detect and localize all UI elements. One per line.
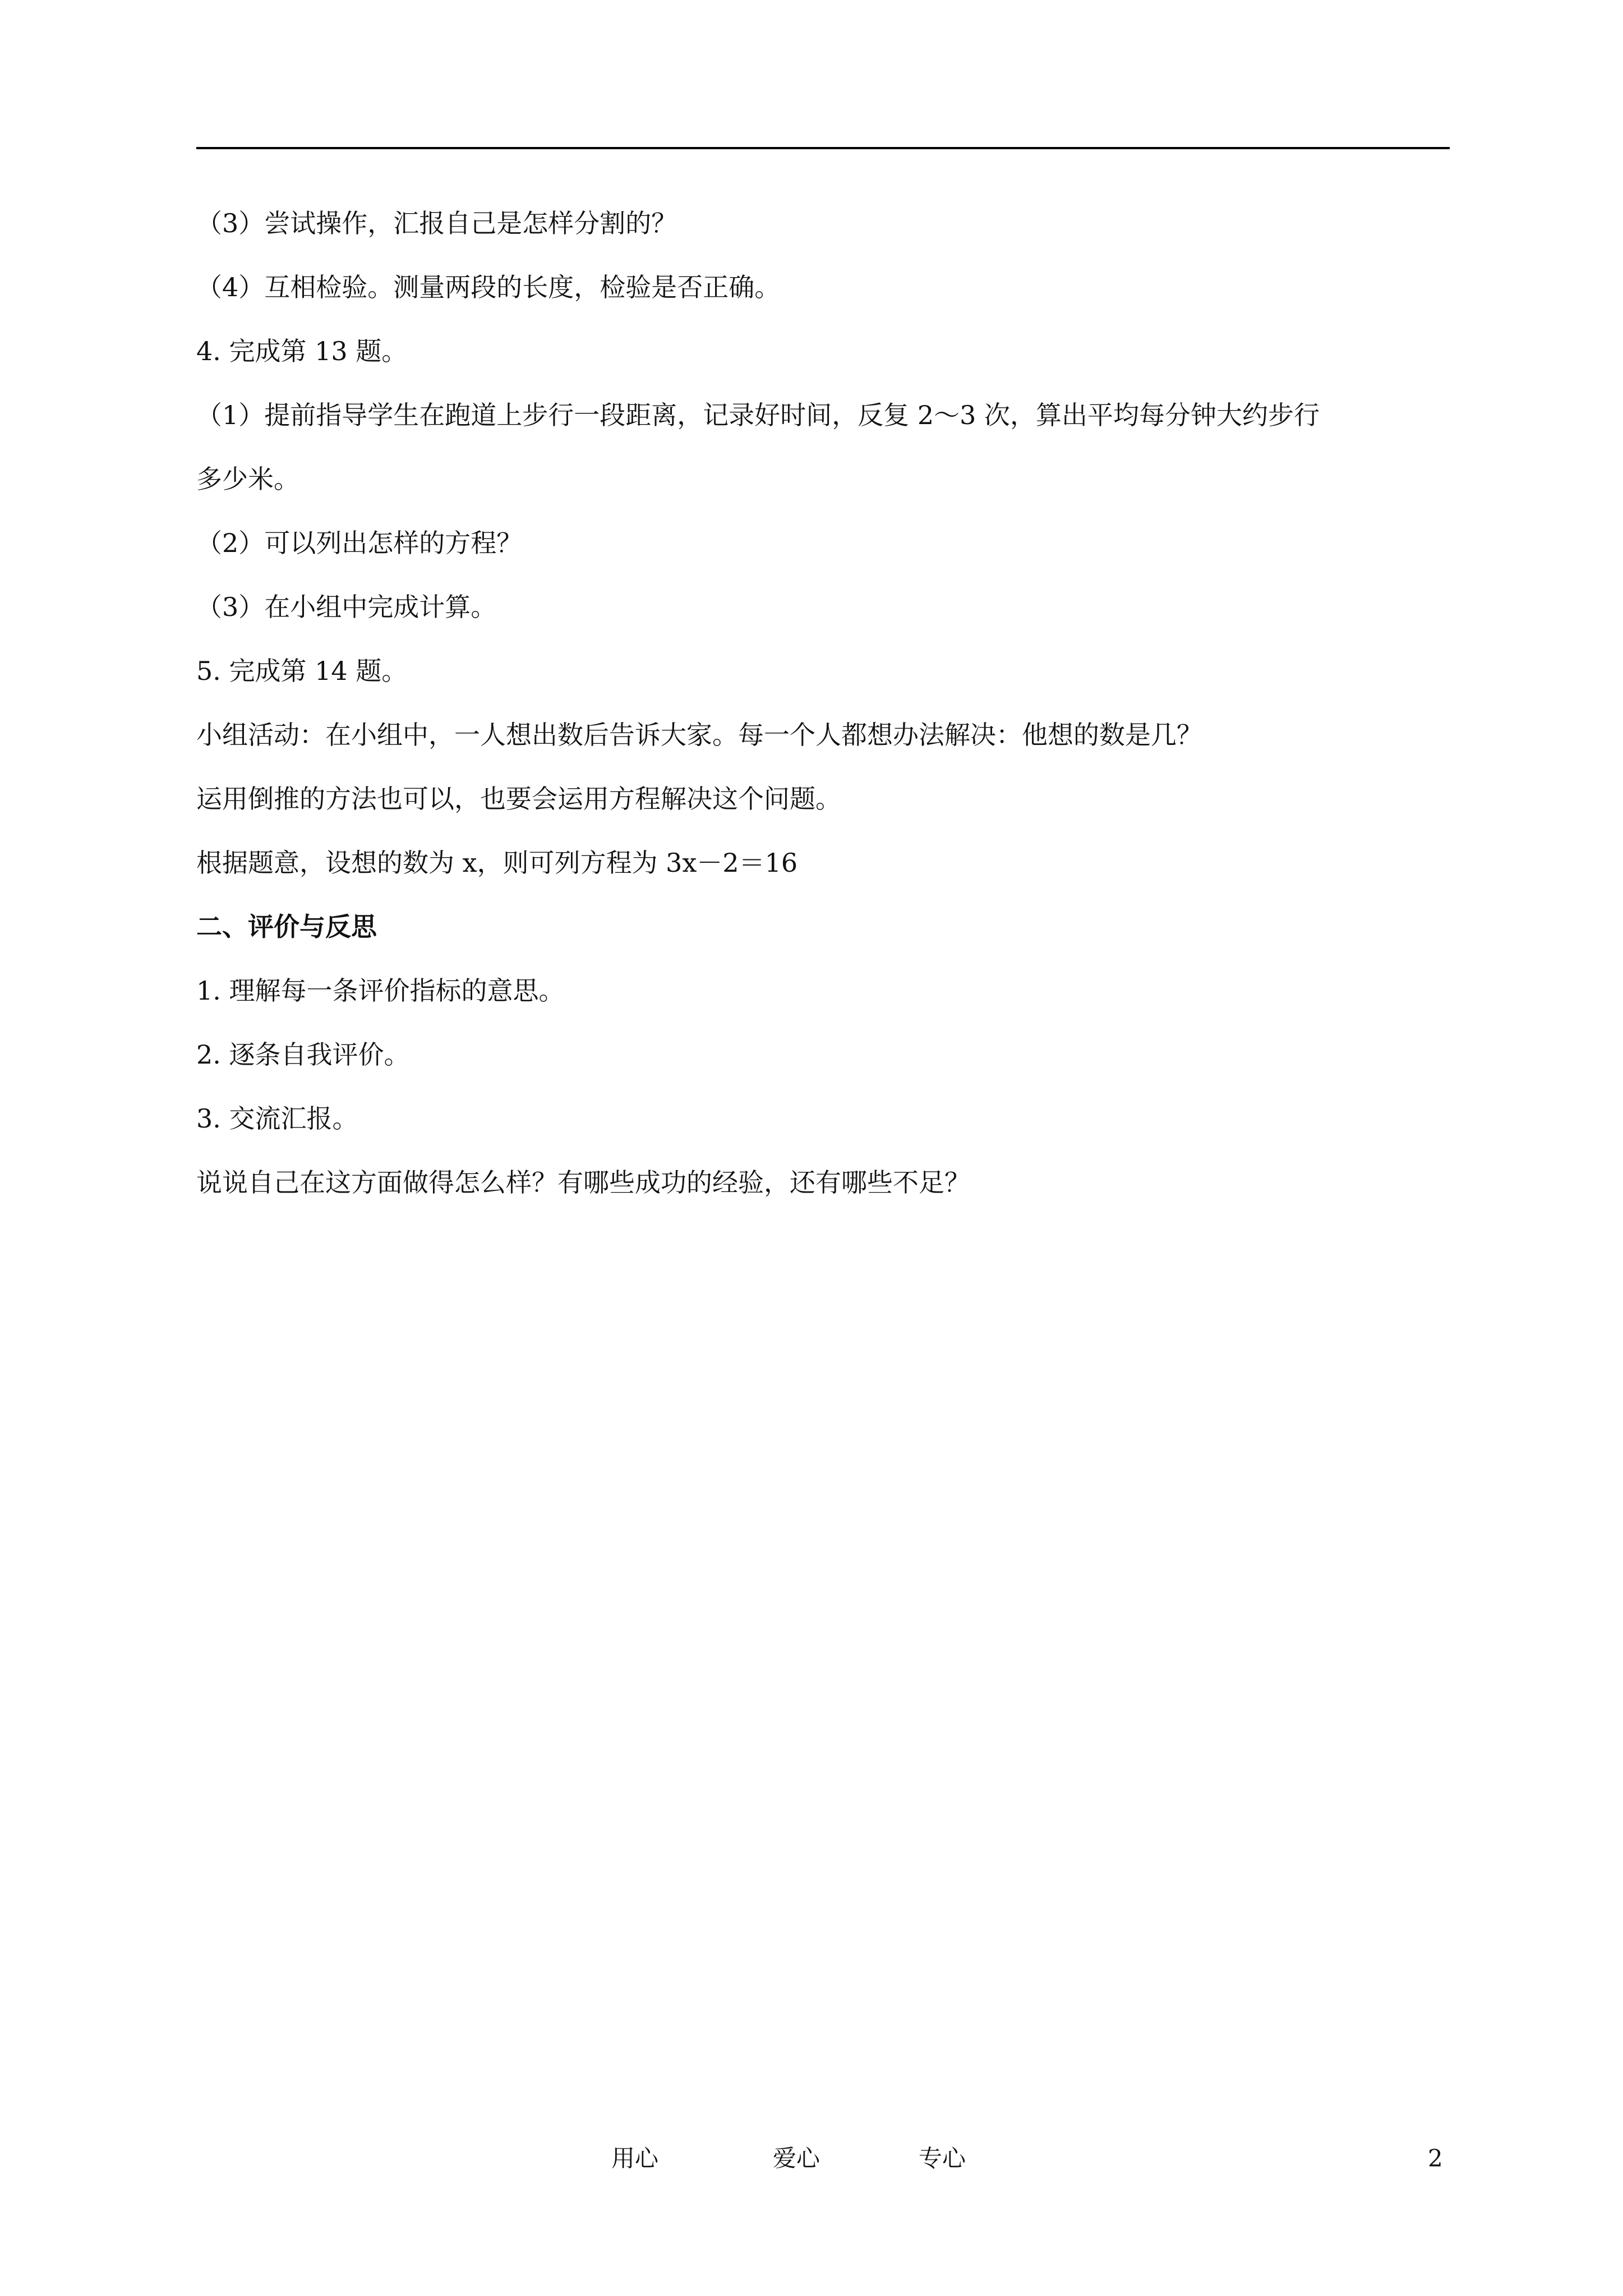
section-heading: 二、评价与反思 — [196, 912, 377, 942]
body-line: 小组活动：在小组中，一人想出数后告诉大家。每一个人都想办法解决：他想的数是几？ — [196, 720, 1202, 750]
body-line: （3）在小组中完成计算。 — [196, 592, 497, 622]
footer-motto: 专心 — [919, 2145, 966, 2172]
numbered-item: 5. 完成第 14 题。 — [196, 656, 408, 686]
numbered-item: 2. 逐条自我评价。 — [196, 1039, 410, 1070]
numbered-item: 3. 交流汇报。 — [196, 1103, 358, 1134]
page-number: 2 — [1428, 2145, 1443, 2172]
numbered-item: 4. 完成第 13 题。 — [196, 336, 408, 366]
numbered-item: 1. 理解每一条评价指标的意思。 — [196, 976, 565, 1006]
body-line: （4）互相检验。测量两段的长度，检验是否正确。 — [196, 272, 781, 302]
footer-motto: 用心 — [611, 2145, 659, 2172]
body-line: （3）尝试操作，汇报自己是怎样分割的？ — [196, 208, 677, 238]
body-line: 运用倒推的方法也可以，也要会运用方程解决这个问题。 — [196, 784, 841, 814]
document-body — [196, 208, 1450, 1231]
body-line-continuation: 多少米。 — [196, 464, 299, 494]
body-line: 说说自己在这方面做得怎么样？有哪些成功的经验，还有哪些不足？ — [196, 1167, 970, 1198]
header-rule — [196, 147, 1450, 149]
equation-line: 根据题意，设想的数为 x，则可列方程为 3x－2＝16 — [196, 848, 798, 878]
body-line: （2）可以列出怎样的方程？ — [196, 528, 523, 558]
body-line: （1）提前指导学生在跑道上步行一段距离，记录好时间，反复 2～3 次，算出平均每分钟大约步行 — [196, 400, 1320, 430]
page-footer — [0, 2142, 1623, 2175]
footer-motto: 爱心 — [773, 2145, 820, 2172]
